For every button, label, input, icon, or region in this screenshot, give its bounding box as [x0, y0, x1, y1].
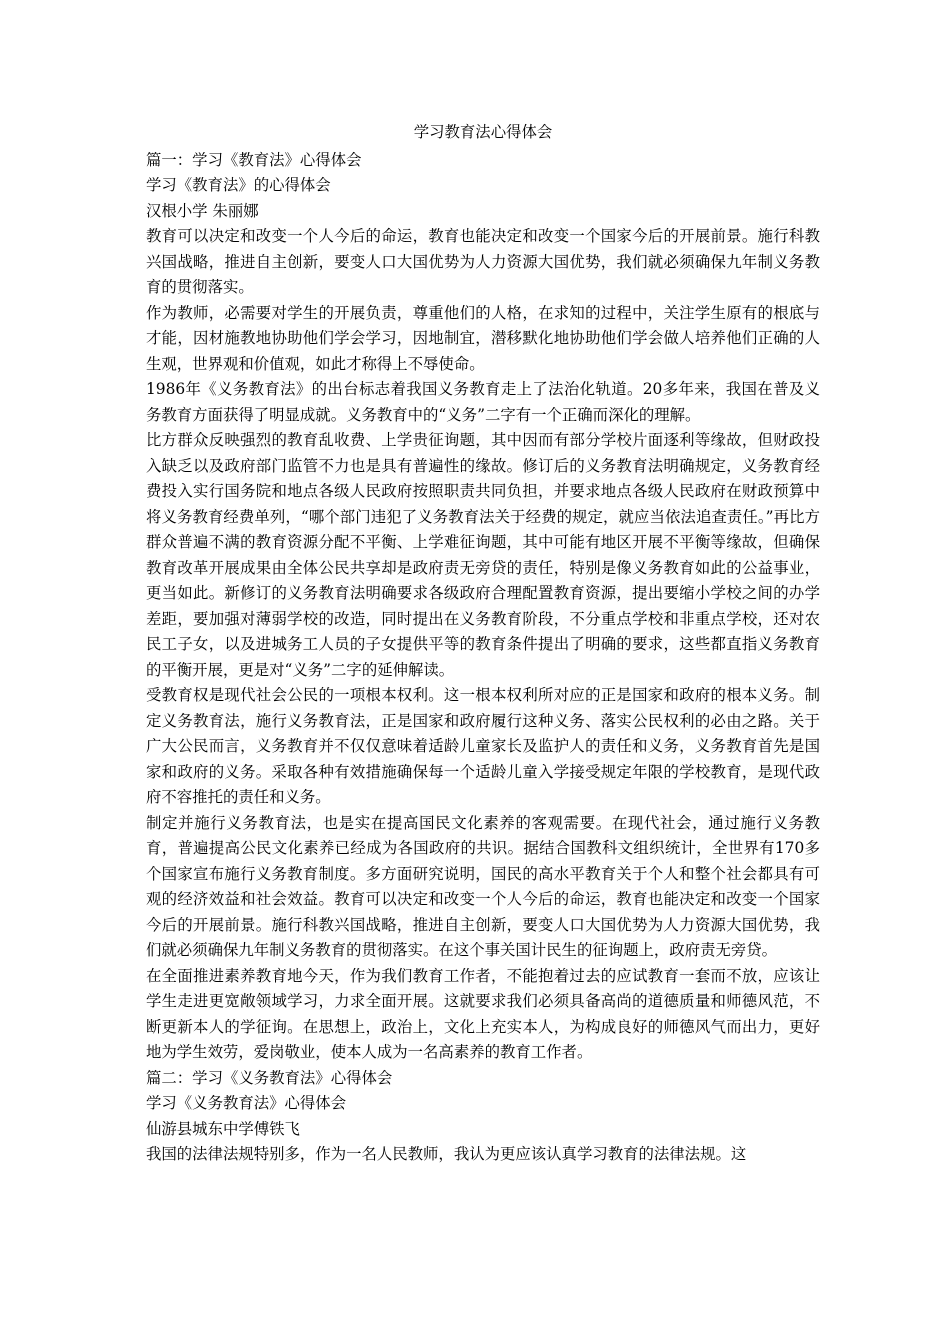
paragraph-start: 我国的法律法规特别多，作为一名人民教师，我认为更应该认真学习教育的法律法规。这 — [146, 1145, 747, 1163]
document-title: 学习教育法心得体会 — [413, 123, 553, 141]
author-line: 仙游县城东中学傅铁飞 — [146, 1119, 300, 1138]
paragraph: 比方群众反映强烈的教育乱收费、上学贵征询题，其中因而有部分学校片面逐利等缘故，但财政投入缺乏以及政府部门监管不力也是具有普遍性的缘故。修订后的义务教育法明确规定，义务教育经费投入实行国务院和地点各级人民政府按照职责共同负担，并要求地点各级人民政府在财政预算中将义务教育经费单列，“哪个部门违犯了义务教育法关于经费的规定，就应当依法追查责任。”再比方群众普遍不满的教育资源分配不平衡、上学难征询题，其中可能有地区开展不平衡等缘故，但确保教育改革开展成果由全体公民共享却是政府责无旁贷的责任，特别是像义务教育如此的公益事业，更当如此。新修订的义务教育法明确要求各级政府合理配置教育资源，提出要缩小学校之间的办学差距，要加强对薄弱学校的改造，同时提出在义务教育阶段，不分重点学校和非重点学校，还对农民工子女，以及进城务工人员的子女提供平等的教育条件提出了明确的要求，这些都直指义务教育的平衡开展，更是对“义务”二字的延伸解读。 — [146, 431, 820, 679]
article-title: 学习《义务教育法》心得体会 — [146, 1094, 347, 1112]
paragraph: 教育可以决定和改变一个人今后的命运，教育也能决定和改变一个国家今后的开展前景。施行科教兴国战略，推进自主创新，要变人口大国优势为人力资源大国优势，我们就必须确保九年制义务教育的贯彻落实。 — [146, 227, 820, 296]
author-line: 汉根小学 朱丽娜 — [146, 201, 259, 220]
paragraph: 制定并施行义务教育法，也是实在提高国民文化素养的客观需要。在现代社会，通过施行义务教育，普遍提高公民文化素养已经成为各国政府的共识。据结合国教科文组织统计，全世界有170多个国家宣布施行义务教育制度。多方面研究说明，国民的高水平教育关于个人和整个社会都具有可观的经济效益和社会效益。教育可以决定和改变一个人今后的命运，教育也能决定和改变一个国家今后的开展前景。施行科教兴国战略，推进自主创新，要变人口大国优势为人力资源大国优势，我们就必须确保九年制义务教育的贯彻落实。在这个事关国计民生的征询题上，政府责无旁贷。 — [146, 813, 820, 959]
paragraph: 在全面推进素养教育地今天，作为我们教育工作者，不能抱着过去的应试教育一套而不放，应该让学生走进更宽敞领域学习，力求全面开展。这就要求我们必须具备高尚的道德质量和师德风范，不断更新本人的学征询。在思想上，政治上，文化上充实本人，为构成良好的师德风气而出力，更好地为学生效劳，爱岗敬业，使本人成为一名高素养的教育工作者。 — [146, 966, 820, 1061]
paragraph: 1986年《义务教育法》的出台标志着我国义务教育走上了法治化轨道。20多年来，我国在普及义务教育方面获得了明显成就。义务教育中的“义务”二字有一个正确而深化的理解。 — [146, 380, 820, 424]
paragraph: 作为教师，必需要对学生的开展负责，尊重他们的人格，在求知的过程中，关注学生原有的根底与才能，因材施教地协助他们学会学习，因地制宜，潜移默化地协助他们学会做人培养他们正确的人生观，世界观和价值观，如此才称得上不辱使命。 — [146, 303, 820, 373]
paragraph: 受教育权是现代社会公民的一项根本权利。这一根本权利所对应的正是国家和政府的根本义务。制定义务教育法，施行义务教育法，正是国家和政府履行这种义务、落实公民权利的必由之路。关于广大公民而言，义务教育并不仅仅意味着适龄儿童家长及监护人的责任和义务，义务教育首先是国家和政府的义务。采取各种有效措施确保每一个适龄儿童入学接受规定年限的学校教育，是现代政府不容推托的责任和义务。 — [146, 686, 820, 806]
article-title: 学习《教育法》的心得体会 — [146, 176, 331, 194]
section-heading: 篇二：学习《义务教育法》心得体会 — [146, 1068, 393, 1087]
document-body — [146, 120, 820, 1168]
section-heading: 篇一：学习《教育法》心得体会 — [146, 150, 362, 169]
